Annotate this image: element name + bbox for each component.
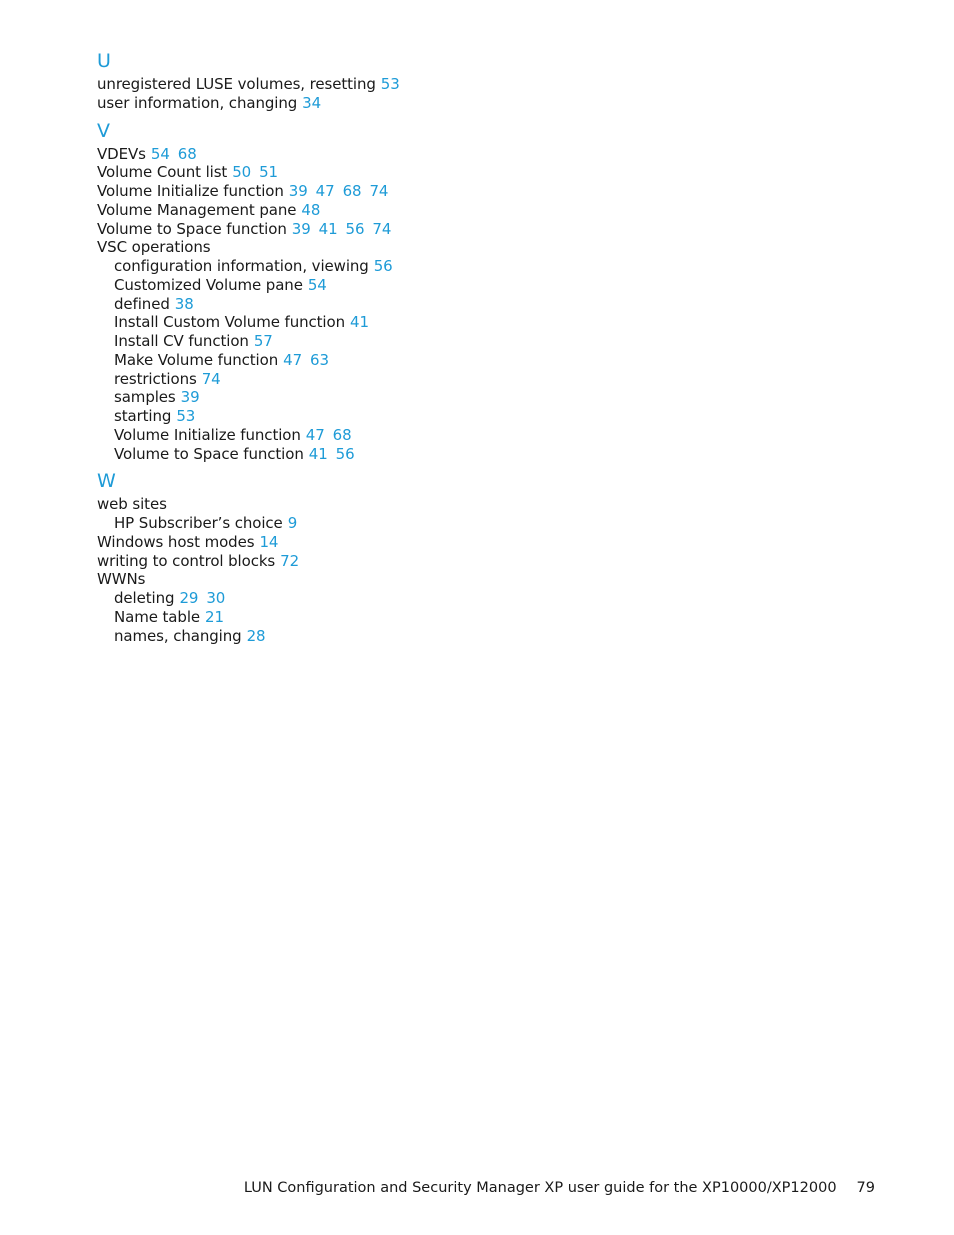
index-term: configuration information, viewing [114,257,369,275]
page-link[interactable]: 57 [253,332,273,350]
page-link[interactable]: 39 [291,219,311,238]
page-link[interactable]: 56 [345,219,365,238]
page-link[interactable]: 74 [369,182,389,200]
index-term: Windows host modes [97,532,255,551]
index-subentry [97,407,517,426]
index-term: VSC operations [97,238,211,257]
page-link[interactable]: 47 [283,350,303,369]
index-entry [97,220,517,239]
page-link[interactable]: 21 [205,607,224,626]
index-subentry [97,351,517,370]
page-link[interactable]: 54 [150,144,170,163]
index-entry [97,182,517,201]
index-entry [97,533,517,552]
index-term: names, changing [114,626,242,645]
index-term: writing to control blocks [97,551,276,570]
page-link[interactable]: 68 [177,144,197,163]
page-link[interactable]: 48 [301,200,321,219]
page-link[interactable]: 29 [179,589,199,607]
page-link[interactable]: 68 [342,182,362,200]
index-term: Volume Management pane [97,200,297,219]
index-term: Install CV function [114,332,249,350]
index-subentry [97,276,517,295]
index-subentry [97,313,517,332]
index-term: defined [114,294,170,313]
page-link[interactable]: 41 [350,313,369,332]
footer-page-number: 79 [856,1180,875,1196]
page-link[interactable]: 72 [280,551,300,570]
index-section-u [97,50,517,113]
index-term: Install Custom Volume function [114,313,345,332]
index-entry [97,163,517,182]
page-link[interactable]: 74 [372,219,392,238]
page-link[interactable]: 47 [305,425,325,444]
index-subentry [97,370,517,389]
index-entry [97,238,517,257]
index-term: Volume to Space function [97,219,287,238]
index-subentry [97,295,517,314]
index-term: Volume to Space function [114,444,304,463]
page-link[interactable]: 54 [307,275,327,294]
index-term: WWNs [97,570,146,589]
section-letter: U [97,50,111,72]
index-subentry [97,388,517,407]
index-entry [97,145,517,164]
page-link[interactable]: 53 [176,407,196,425]
page-link[interactable]: 34 [302,93,322,112]
index-term: restrictions [114,369,197,388]
page-link[interactable]: 14 [259,532,279,551]
index-subentry [97,608,517,627]
index-subentry [97,627,517,646]
section-letter: V [97,119,110,142]
page-link[interactable]: 56 [373,257,393,275]
page-link[interactable]: 68 [332,425,352,444]
index-subentry [97,514,517,533]
index-entry [97,570,517,589]
index-term: deleting [114,589,175,607]
index-term: HP Subscriber’s choice [114,514,283,532]
page-footer [244,1178,875,1198]
page-link[interactable]: 63 [310,350,329,369]
index-term: Make Volume function [114,350,279,369]
page-link[interactable]: 38 [174,294,194,313]
index-subentry [97,445,517,464]
index-entry [97,495,517,514]
page-link[interactable]: 41 [308,444,328,463]
page-link[interactable]: 39 [180,388,200,407]
index-listing [97,50,517,645]
page-link[interactable]: 53 [380,75,400,93]
index-entry [97,201,517,220]
page-link[interactable]: 51 [259,163,278,182]
index-term: Volume Initialize function [97,182,284,200]
index-entry [97,94,517,113]
index-subentry [97,589,517,608]
index-term: user information, changing [97,93,298,112]
footer-title: LUN Configuration and Security Manager XP user guide for the XP10000/XP12000 [243,1180,837,1196]
index-entry [97,552,517,571]
page-link[interactable]: 56 [335,444,355,463]
index-term: samples [114,388,176,407]
index-term: Name table [114,607,201,626]
page-link[interactable]: 9 [287,514,298,532]
index-section-v [97,120,517,464]
page-link[interactable]: 74 [201,369,221,388]
index-subentry [97,257,517,276]
index-section-w [97,470,517,645]
section-letter: W [97,470,116,493]
index-term: Volume Initialize function [114,425,301,444]
page-link[interactable]: 50 [232,163,252,182]
index-term: VDEVs [97,144,146,163]
index-entry [97,75,517,94]
index-term: starting [114,407,172,425]
index-term: unregistered LUSE volumes, resetting [97,75,376,93]
page-link[interactable]: 30 [206,589,226,607]
page-link[interactable]: 41 [318,219,338,238]
page-link[interactable]: 39 [288,182,308,200]
index-term: Customized Volume pane [114,275,303,294]
page-link[interactable]: 28 [246,626,266,645]
index-subentry [97,332,517,351]
index-term: Volume Count list [97,163,228,182]
index-term: web sites [97,495,167,514]
index-subentry [97,426,517,445]
page-link[interactable]: 47 [315,182,335,200]
